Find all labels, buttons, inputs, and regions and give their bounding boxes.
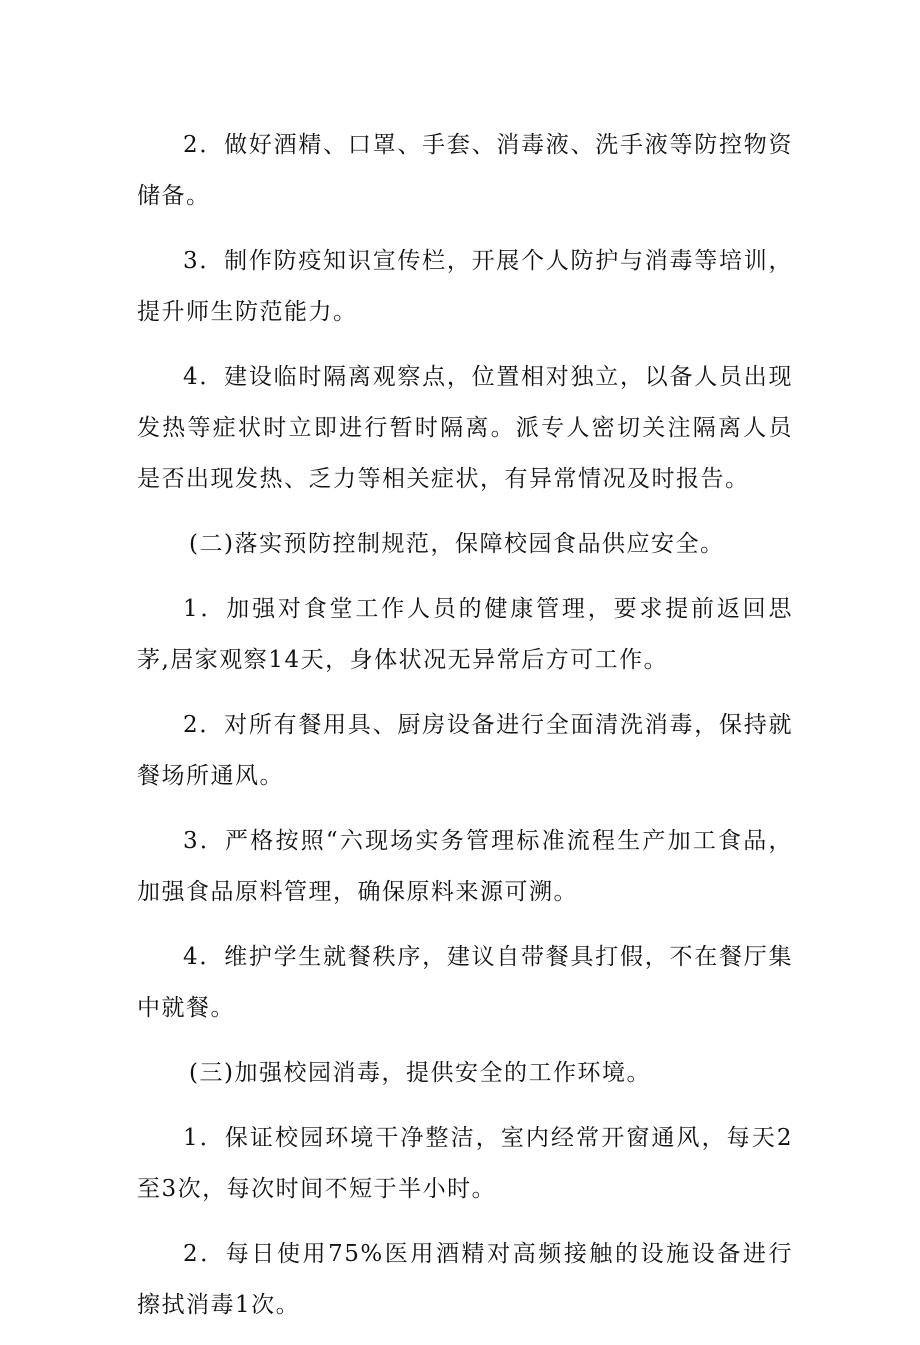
paragraph-item-3-food-process: 3．严格按照“六现场实务管理标准流程生产加工食品，加强食品原料管理，确保原料来源可溯。 <box>137 828 793 905</box>
paragraph-item-2-disinfection: 2．对所有餐用具、厨房设备进行全面清洗消毒，保持就餐场所通风。 <box>137 712 793 789</box>
paragraph-item-2-supplies: 2．做好酒精、口罩、手套、消毒液、洗手液等防控物资储备。 <box>137 132 793 209</box>
paragraph-item-2-alcohol-wipe: 2．每日使用75%医用酒精对高频接触的设施设备进行擦拭消毒1次。 <box>137 1241 793 1318</box>
paragraph-item-3-training: 3．制作防疫知识宣传栏，开展个人防护与消毒等培训，提升师生防范能力。 <box>137 248 793 325</box>
section-heading-3: (三)加强校园消毒，提供安全的工作环境。 <box>189 1060 651 1086</box>
document-body <box>137 120 793 1345</box>
section-heading-2: (二)落实预防控制规范，保障校园食品供应安全。 <box>189 531 725 557</box>
paragraph-item-4-isolation: 4．建设临时隔离观察点，位置相对独立，以备人员出现发热等症状时立即进行暂时隔离。派专人密切关注隔离人员是否出现发热、乏力等相关症状，有异常情况及时报告。 <box>137 364 793 492</box>
paragraph-item-4-dining-order: 4．维护学生就餐秩序，建议自带餐具打假，不在餐厅集中就餐。 <box>137 944 793 1021</box>
paragraph-item-1-staff-health: 1．加强对食堂工作人员的健康管理，要求提前返回思茅,居家观察14天，身体状况无异常后方可工作。 <box>137 596 793 673</box>
paragraph-item-1-ventilation: 1．保证校园环境干净整洁，室内经常开窗通风，每天2至3次，每次时间不短于半小时。 <box>137 1125 793 1202</box>
